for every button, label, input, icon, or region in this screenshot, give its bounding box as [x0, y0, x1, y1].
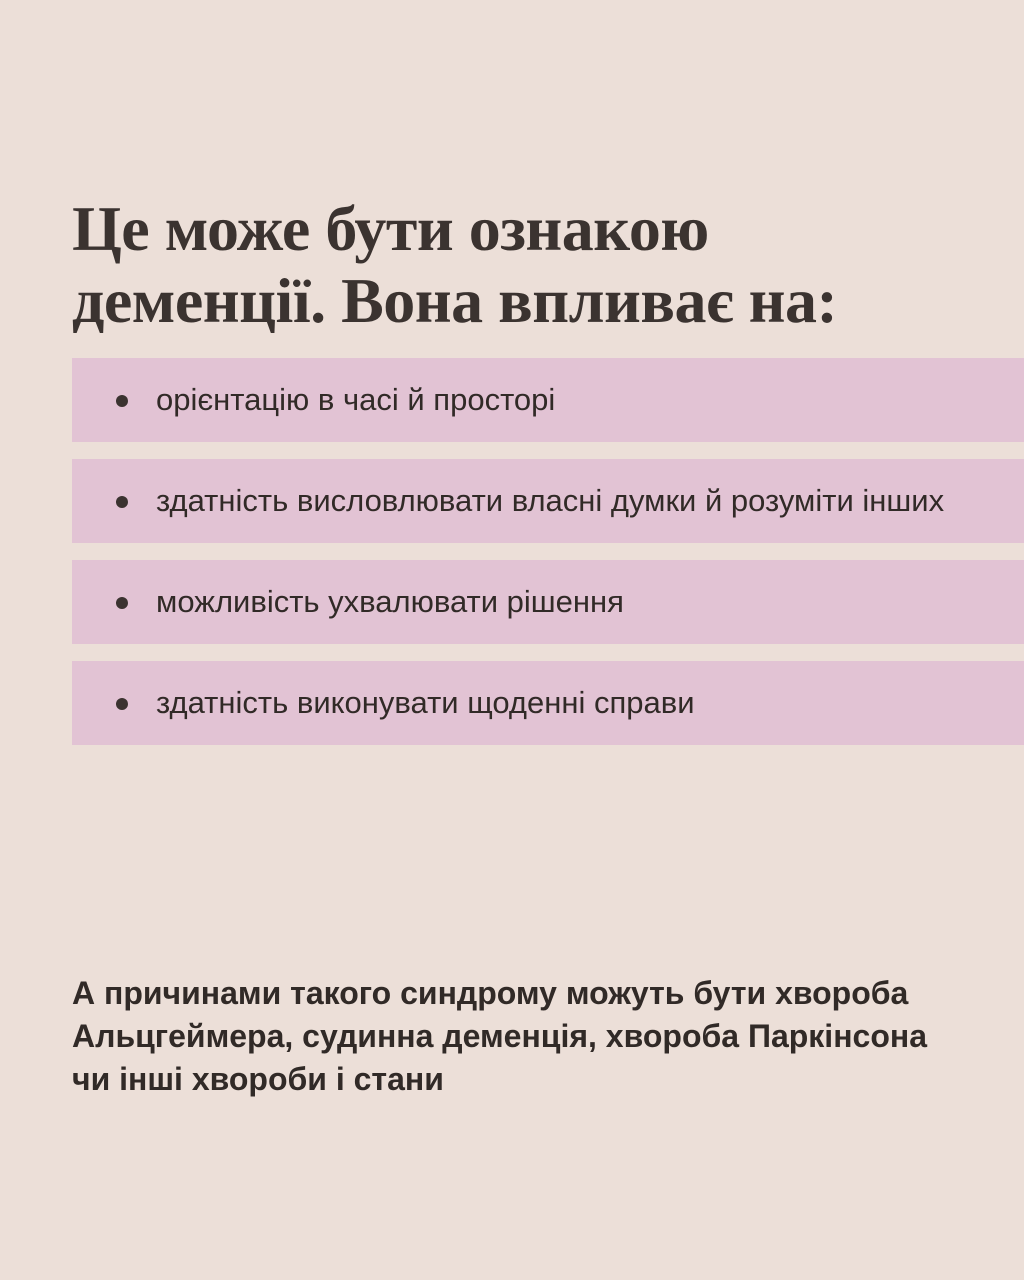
symptom-list [72, 358, 1024, 762]
list-item [72, 661, 1024, 745]
list-item [72, 459, 1024, 543]
bullet-dot-icon [116, 698, 128, 710]
list-item-label: здатність виконувати щоденні справи [156, 685, 695, 721]
bullet-dot-icon [116, 496, 128, 508]
bullet-dot-icon [116, 597, 128, 609]
list-item [72, 358, 1024, 442]
list-item-label: здатність висловлювати власні думки й розуміти інших [156, 483, 945, 519]
causes-note: А причинами такого синдрому можуть бути хвороба Альцгеймера, судинна деменція, хвороба Паркінсона чи інші хвороби і стани [72, 975, 927, 1098]
page-title: Це може бути ознакою деменції. Вона впливає на: [72, 192, 838, 336]
list-item-label: орієнтацію в часі й просторі [156, 382, 556, 417]
list-item-label: можливість ухвалювати рішення [156, 584, 624, 620]
list-item [72, 560, 1024, 644]
bullet-dot-icon [116, 395, 128, 407]
